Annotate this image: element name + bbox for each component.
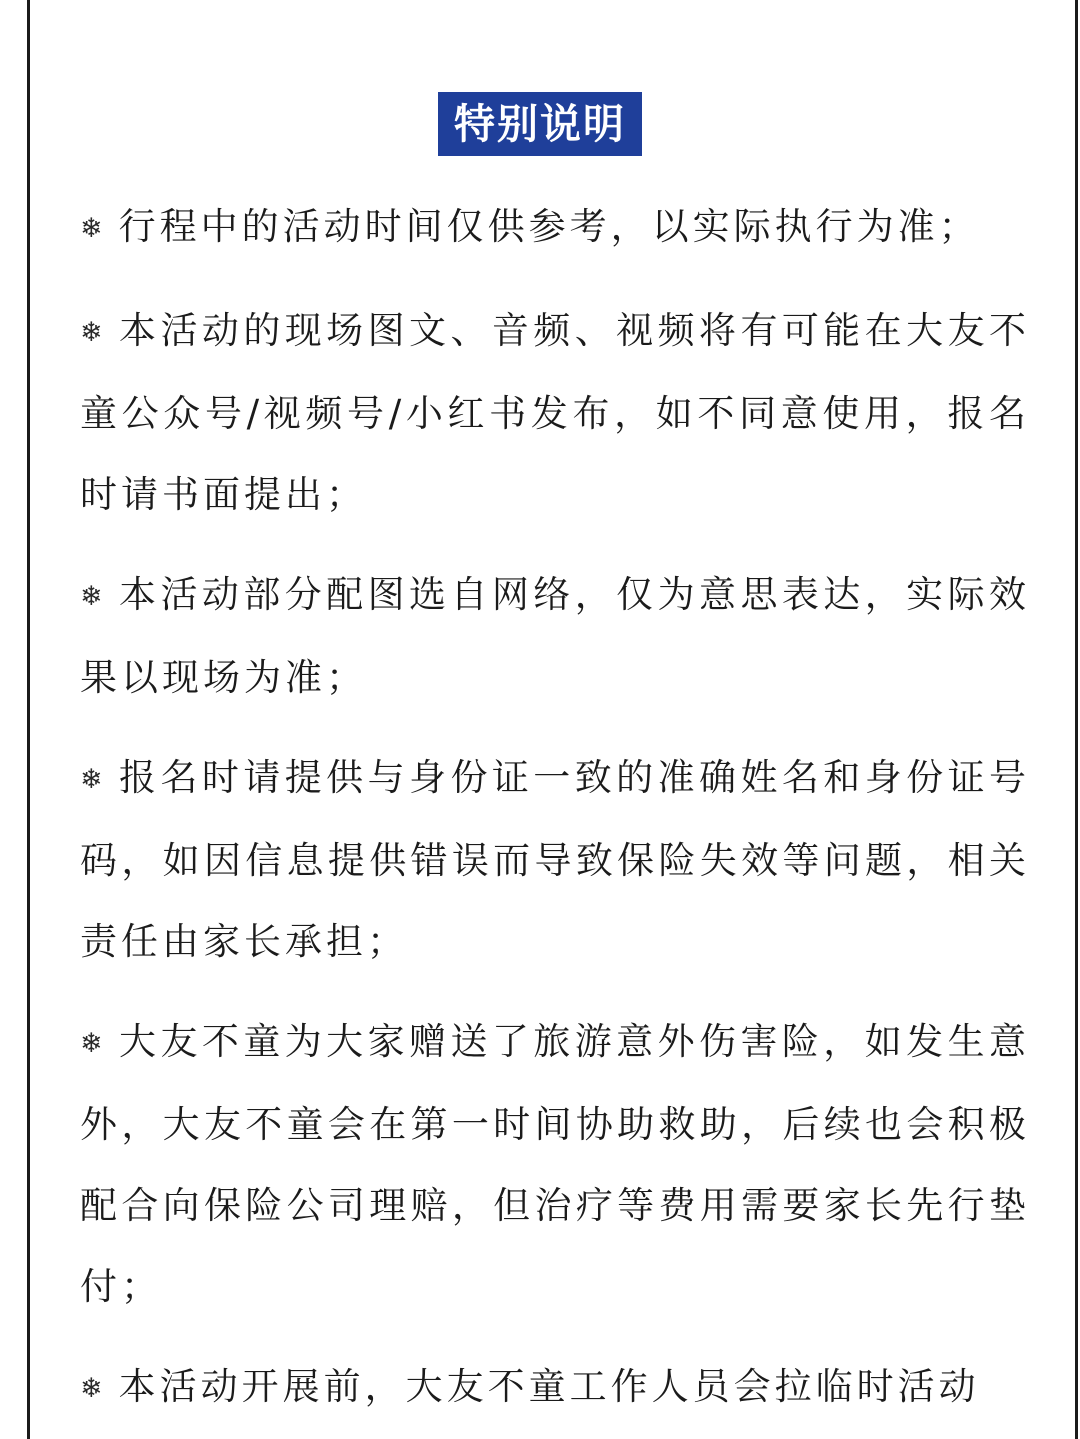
note-text: 本活动的现场图文、音频、视频将有可能在大友不童公众号/视频号/小红书发布，如不同意使用，报名时请书面提出；	[80, 309, 1030, 516]
note-text: 本活动开展前，大友不童工作人员会拉临时活动	[118, 1365, 980, 1408]
note-item	[80, 186, 1030, 269]
note-text: 行程中的活动时间仅供参考，以实际执行为准；	[118, 205, 980, 248]
snowflake-icon: ❄	[80, 1373, 107, 1404]
note-item	[80, 290, 1030, 535]
note-item	[80, 1346, 1030, 1429]
note-item	[80, 554, 1030, 718]
note-text: 本活动部分配图选自网络，仅为意思表达，实际效果以现场为准；	[80, 573, 1030, 699]
snowflake-icon: ❄	[80, 213, 107, 244]
section-title: 特别说明	[438, 92, 642, 156]
note-item	[80, 737, 1030, 982]
note-text: 报名时请提供与身份证一致的准确姓名和身份证号码，如因信息提供错误而导致保险失效等问题，相关责任由家长承担；	[80, 756, 1030, 963]
snowflake-icon: ❄	[80, 581, 107, 612]
note-item	[80, 1001, 1030, 1327]
snowflake-icon: ❄	[80, 317, 107, 348]
note-text: 大友不童为大家赠送了旅游意外伤害险，如发生意外，大友不童会在第一时间协助救助，后续也会积极配合向保险公司理赔，但治疗等费用需要家长先行垫付；	[80, 1020, 1030, 1308]
snowflake-icon: ❄	[80, 764, 107, 795]
snowflake-icon: ❄	[80, 1028, 107, 1059]
